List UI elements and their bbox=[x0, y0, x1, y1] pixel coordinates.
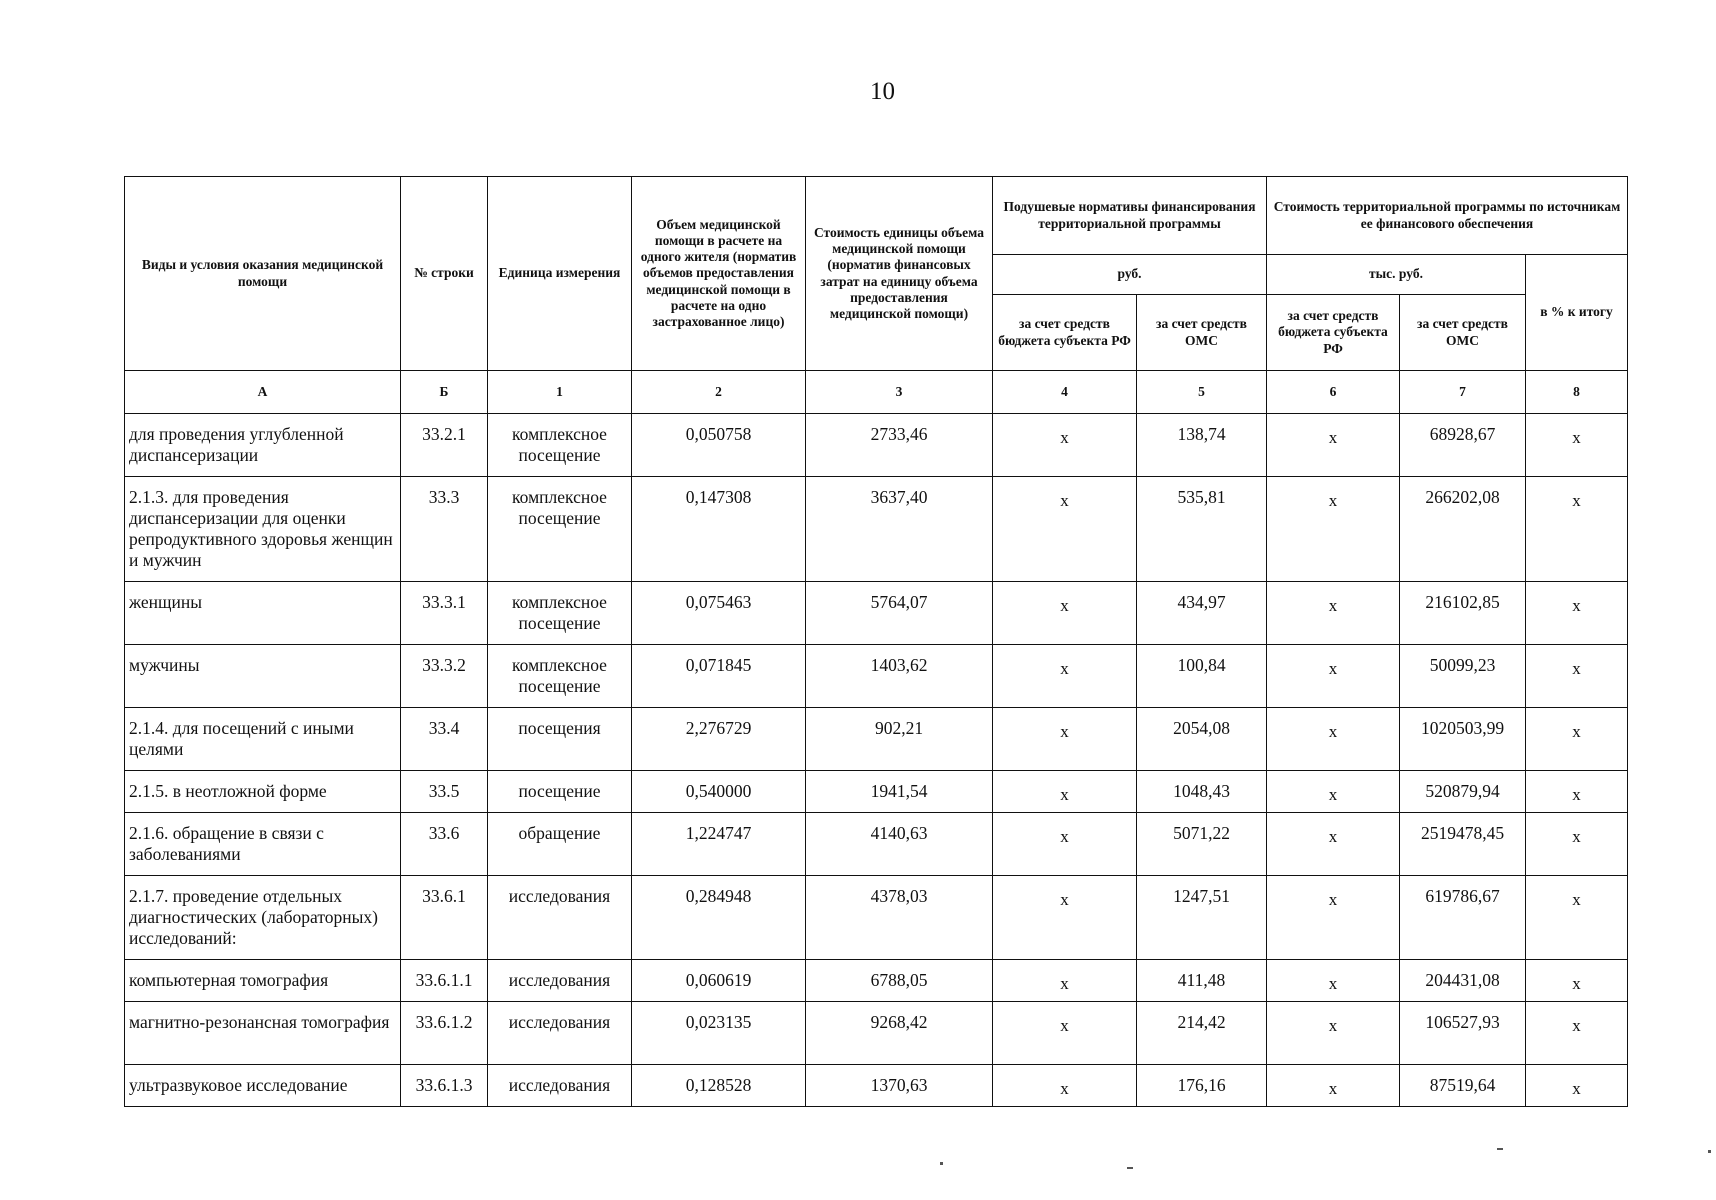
table-row bbox=[125, 813, 1628, 876]
row-no: 33.5 bbox=[401, 771, 488, 813]
row-c7: 266202,08 bbox=[1400, 477, 1526, 582]
table-body bbox=[125, 414, 1628, 1107]
header-row-no: № строки bbox=[401, 177, 488, 371]
row-c7: 619786,67 bbox=[1400, 876, 1526, 960]
table-header bbox=[125, 177, 1628, 414]
row-no: 33.6.1 bbox=[401, 876, 488, 960]
table-row bbox=[125, 708, 1628, 771]
table-row bbox=[125, 1002, 1628, 1065]
row-c8: х bbox=[1526, 876, 1628, 960]
header-oms-5: за счет средств ОМС bbox=[1137, 295, 1267, 371]
row-c7: 216102,85 bbox=[1400, 582, 1526, 645]
row-c6: х bbox=[1267, 477, 1400, 582]
row-c6: х bbox=[1267, 1065, 1400, 1107]
table-row bbox=[125, 876, 1628, 960]
row-volume: 0,071845 bbox=[632, 645, 806, 708]
row-volume: 0,075463 bbox=[632, 582, 806, 645]
row-name: 2.1.7. проведение отдельных диагностических (лабораторных) исследований: bbox=[125, 876, 401, 960]
row-cost: 5764,07 bbox=[806, 582, 993, 645]
row-no: 33.6 bbox=[401, 813, 488, 876]
row-c4: х bbox=[993, 876, 1137, 960]
row-unit: исследования bbox=[488, 960, 632, 1002]
financing-table bbox=[124, 176, 1628, 1107]
row-volume: 2,276729 bbox=[632, 708, 806, 771]
row-c6: х bbox=[1267, 1002, 1400, 1065]
row-cost: 902,21 bbox=[806, 708, 993, 771]
row-c5: 434,97 bbox=[1137, 582, 1267, 645]
table-row bbox=[125, 582, 1628, 645]
row-volume: 0,284948 bbox=[632, 876, 806, 960]
index-cell: 3 bbox=[806, 371, 993, 414]
row-cost: 1403,62 bbox=[806, 645, 993, 708]
header-program-cost-group: Стоимость территориальной программы по источникам ее финансового обеспечения bbox=[1267, 177, 1628, 255]
row-c4: х bbox=[993, 708, 1137, 771]
index-cell: А bbox=[125, 371, 401, 414]
row-c8: х bbox=[1526, 813, 1628, 876]
row-c7: 204431,08 bbox=[1400, 960, 1526, 1002]
header-budget-4: за счет средств бюджета субъекта РФ bbox=[993, 295, 1137, 371]
table-row bbox=[125, 771, 1628, 813]
row-no: 33.3 bbox=[401, 477, 488, 582]
row-c8: х bbox=[1526, 582, 1628, 645]
row-c6: х bbox=[1267, 813, 1400, 876]
row-c7: 2519478,45 bbox=[1400, 813, 1526, 876]
header-unit: Единица измерения bbox=[488, 177, 632, 371]
row-cost: 3637,40 bbox=[806, 477, 993, 582]
row-volume: 0,147308 bbox=[632, 477, 806, 582]
row-c7: 1020503,99 bbox=[1400, 708, 1526, 771]
row-c6: х bbox=[1267, 876, 1400, 960]
row-c8: х bbox=[1526, 771, 1628, 813]
scan-speck bbox=[1708, 1150, 1711, 1153]
row-c4: х bbox=[993, 645, 1137, 708]
row-c7: 50099,23 bbox=[1400, 645, 1526, 708]
row-cost: 1941,54 bbox=[806, 771, 993, 813]
row-name: 2.1.6. обращение в связи с заболеваниями bbox=[125, 813, 401, 876]
row-unit: посещения bbox=[488, 708, 632, 771]
row-c6: х bbox=[1267, 582, 1400, 645]
row-name: для проведения углубленной диспансеризации bbox=[125, 414, 401, 477]
table-row bbox=[125, 645, 1628, 708]
index-cell: 6 bbox=[1267, 371, 1400, 414]
row-no: 33.3.1 bbox=[401, 582, 488, 645]
row-c5: 100,84 bbox=[1137, 645, 1267, 708]
row-c6: х bbox=[1267, 414, 1400, 477]
table-row bbox=[125, 960, 1628, 1002]
row-volume: 0,128528 bbox=[632, 1065, 806, 1107]
row-cost: 9268,42 bbox=[806, 1002, 993, 1065]
page-number: 10 bbox=[870, 78, 895, 105]
row-no: 33.6.1.1 bbox=[401, 960, 488, 1002]
scan-speck bbox=[940, 1162, 943, 1165]
row-cost: 2733,46 bbox=[806, 414, 993, 477]
header-types: Виды и условия оказания медицинской помощи bbox=[125, 177, 401, 371]
row-c7: 68928,67 bbox=[1400, 414, 1526, 477]
index-cell: 8 bbox=[1526, 371, 1628, 414]
row-cost: 1370,63 bbox=[806, 1065, 993, 1107]
row-c5: 138,74 bbox=[1137, 414, 1267, 477]
row-unit: комплексное посещение bbox=[488, 582, 632, 645]
row-c5: 535,81 bbox=[1137, 477, 1267, 582]
row-c6: х bbox=[1267, 708, 1400, 771]
row-c6: х bbox=[1267, 771, 1400, 813]
row-c4: х bbox=[993, 414, 1137, 477]
table-row bbox=[125, 414, 1628, 477]
row-c6: х bbox=[1267, 960, 1400, 1002]
row-c5: 411,48 bbox=[1137, 960, 1267, 1002]
row-volume: 0,060619 bbox=[632, 960, 806, 1002]
header-cost-unit: Стоимость единицы объема медицинской помощи (норматив финансовых затрат на единицу объема предоставления медицинской помощи) bbox=[806, 177, 993, 371]
row-name: 2.1.4. для посещений с иными целями bbox=[125, 708, 401, 771]
row-c4: х bbox=[993, 582, 1137, 645]
row-c4: х bbox=[993, 477, 1137, 582]
row-c4: х bbox=[993, 960, 1137, 1002]
row-c4: х bbox=[993, 1002, 1137, 1065]
row-c8: х bbox=[1526, 960, 1628, 1002]
row-c8: х bbox=[1526, 1065, 1628, 1107]
header-percent: в % к итогу bbox=[1526, 255, 1628, 371]
row-name: ультразвуковое исследование bbox=[125, 1065, 401, 1107]
row-unit: комплексное посещение bbox=[488, 414, 632, 477]
row-c8: х bbox=[1526, 1002, 1628, 1065]
scan-speck bbox=[1497, 1148, 1503, 1150]
row-no: 33.3.2 bbox=[401, 645, 488, 708]
row-cost: 4378,03 bbox=[806, 876, 993, 960]
row-c7: 106527,93 bbox=[1400, 1002, 1526, 1065]
index-cell: 4 bbox=[993, 371, 1137, 414]
row-unit: обращение bbox=[488, 813, 632, 876]
row-name: женщины bbox=[125, 582, 401, 645]
row-volume: 0,023135 bbox=[632, 1002, 806, 1065]
row-c4: х bbox=[993, 813, 1137, 876]
header-per-capita-group: Подушевые нормативы финансирования территориальной программы bbox=[993, 177, 1267, 255]
row-unit: исследования bbox=[488, 876, 632, 960]
row-c5: 2054,08 bbox=[1137, 708, 1267, 771]
row-c4: х bbox=[993, 771, 1137, 813]
row-c8: х bbox=[1526, 708, 1628, 771]
row-name: магнитно-резонансная томография bbox=[125, 1002, 401, 1065]
row-unit: посещение bbox=[488, 771, 632, 813]
index-cell: 5 bbox=[1137, 371, 1267, 414]
index-cell: Б bbox=[401, 371, 488, 414]
row-no: 33.6.1.2 bbox=[401, 1002, 488, 1065]
row-name: компьютерная томография bbox=[125, 960, 401, 1002]
table-row bbox=[125, 477, 1628, 582]
header-unit-rub: руб. bbox=[993, 255, 1267, 295]
index-cell: 1 bbox=[488, 371, 632, 414]
row-c5: 5071,22 bbox=[1137, 813, 1267, 876]
index-row bbox=[125, 371, 1628, 414]
row-volume: 0,540000 bbox=[632, 771, 806, 813]
row-c8: х bbox=[1526, 645, 1628, 708]
header-volume: Объем медицинской помощи в расчете на одного жителя (норматив объемов предоставления медицинской помощи в расчете на одно застрахованное лицо) bbox=[632, 177, 806, 371]
row-name: 2.1.5. в неотложной форме bbox=[125, 771, 401, 813]
scan-speck bbox=[1127, 1167, 1133, 1169]
row-c8: х bbox=[1526, 477, 1628, 582]
index-cell: 7 bbox=[1400, 371, 1526, 414]
row-no: 33.2.1 bbox=[401, 414, 488, 477]
row-c5: 1048,43 bbox=[1137, 771, 1267, 813]
row-c8: х bbox=[1526, 414, 1628, 477]
row-c4: х bbox=[993, 1065, 1137, 1107]
header-budget-6: за счет средств бюджета субъекта РФ bbox=[1267, 295, 1400, 371]
row-unit: комплексное посещение bbox=[488, 645, 632, 708]
row-unit: комплексное посещение bbox=[488, 477, 632, 582]
header-oms-7: за счет средств ОМС bbox=[1400, 295, 1526, 371]
row-c6: х bbox=[1267, 645, 1400, 708]
row-c5: 176,16 bbox=[1137, 1065, 1267, 1107]
row-cost: 4140,63 bbox=[806, 813, 993, 876]
row-no: 33.6.1.3 bbox=[401, 1065, 488, 1107]
row-unit: исследования bbox=[488, 1002, 632, 1065]
row-name: мужчины bbox=[125, 645, 401, 708]
row-unit: исследования bbox=[488, 1065, 632, 1107]
row-no: 33.4 bbox=[401, 708, 488, 771]
row-volume: 1,224747 bbox=[632, 813, 806, 876]
row-c7: 520879,94 bbox=[1400, 771, 1526, 813]
row-c5: 214,42 bbox=[1137, 1002, 1267, 1065]
row-c7: 87519,64 bbox=[1400, 1065, 1526, 1107]
row-volume: 0,050758 bbox=[632, 414, 806, 477]
table-row bbox=[125, 1065, 1628, 1107]
header-unit-thousand-rub: тыс. руб. bbox=[1267, 255, 1526, 295]
row-c5: 1247,51 bbox=[1137, 876, 1267, 960]
index-cell: 2 bbox=[632, 371, 806, 414]
row-name: 2.1.3. для проведения диспансеризации для оценки репродуктивного здоровья женщин и мужчин bbox=[125, 477, 401, 582]
row-cost: 6788,05 bbox=[806, 960, 993, 1002]
